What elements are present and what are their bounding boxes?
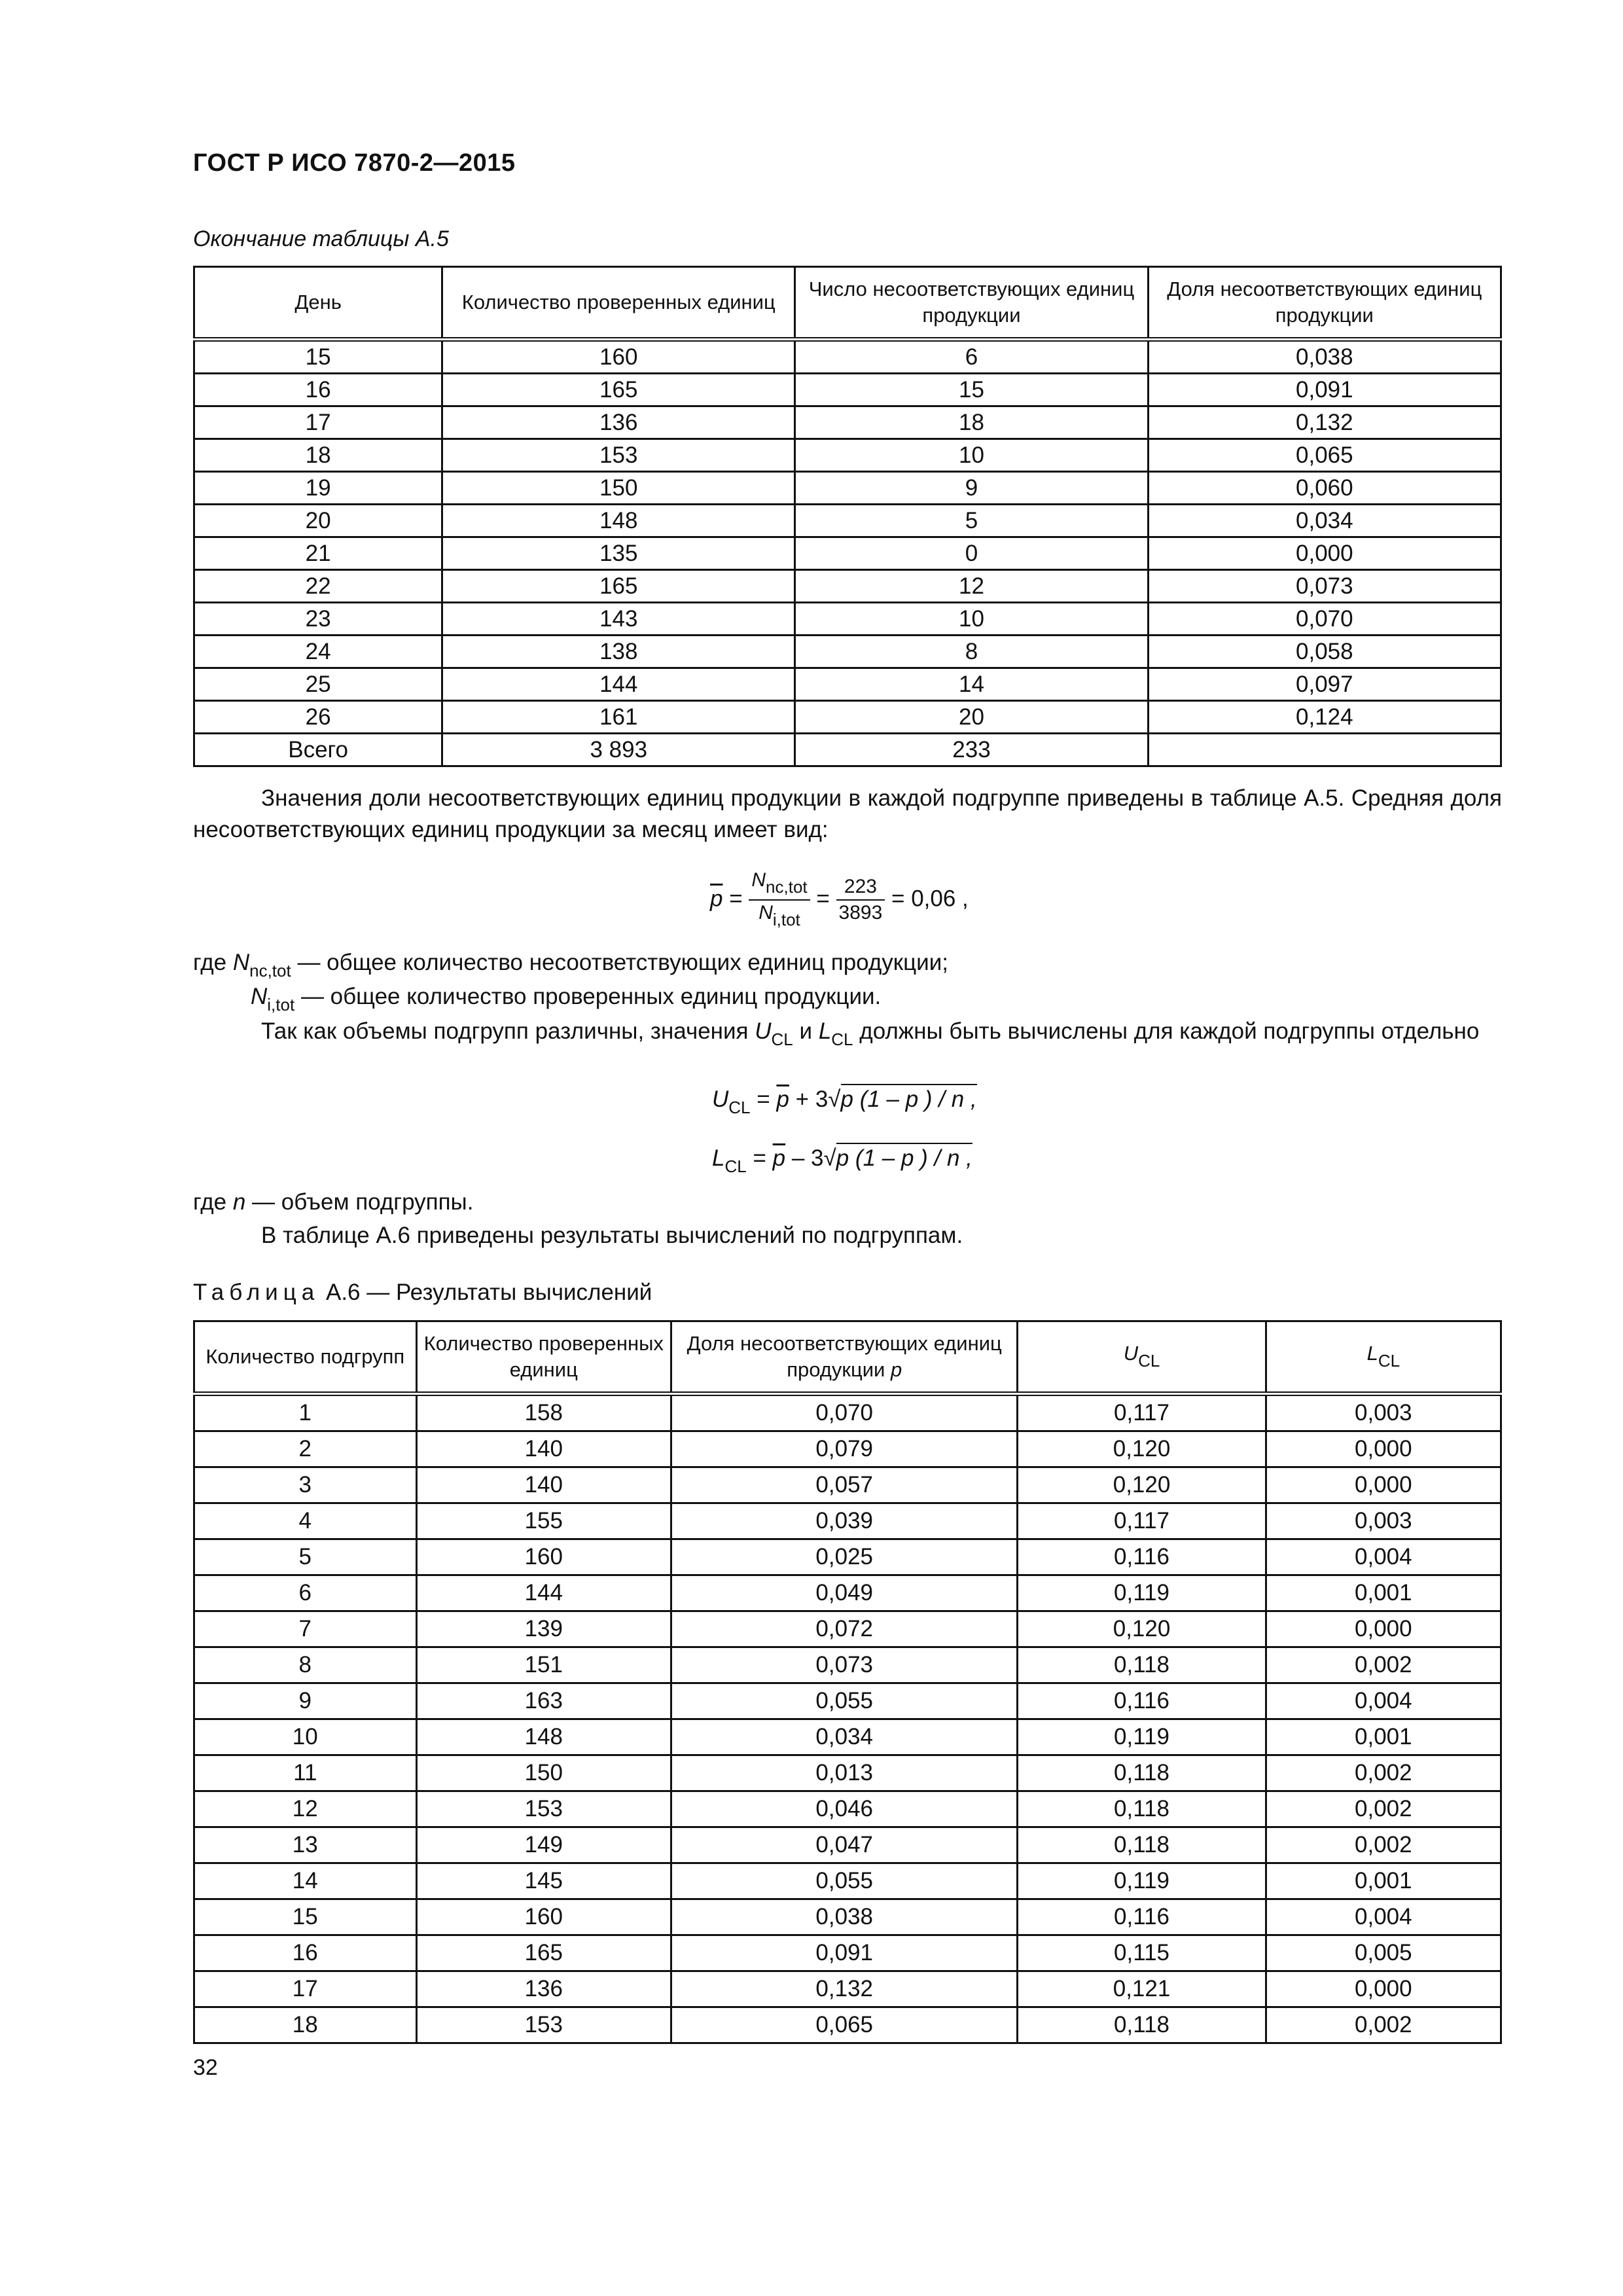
table-a6-cell: 0,079 — [671, 1431, 1018, 1467]
table-a6-cell: 15 — [194, 1899, 417, 1935]
formula-p-fraction — [749, 868, 810, 932]
table-a5-cell: 14 — [795, 668, 1148, 701]
table-a6-cell: 0,057 — [671, 1467, 1018, 1503]
table-a5-cell: 0,097 — [1148, 668, 1501, 701]
table-a5-row — [194, 340, 1501, 374]
table-a6-cell: 140 — [416, 1467, 671, 1503]
formula-p-symbol: $\overline{p}$ — [710, 886, 723, 912]
table-a6-cell: 0,002 — [1266, 1827, 1501, 1863]
para2-end: должны быть вычислены для каждой подгруппы отдельно — [859, 1018, 1480, 1044]
table-a5-cell: 165 — [442, 374, 795, 406]
table-a5-cell: 138 — [442, 636, 795, 668]
table-a5-row — [194, 439, 1501, 472]
table-a6-cell: 0,120 — [1018, 1467, 1266, 1503]
table-a6-cell: 0,038 — [671, 1899, 1018, 1935]
table-a6-cell: 0,118 — [1018, 1647, 1266, 1683]
table-a6-cell: 0,117 — [1018, 1503, 1266, 1539]
table-a5-cell: 0,073 — [1148, 570, 1501, 603]
para2-u-symbol: U — [755, 1018, 772, 1044]
table-a6-header-u-sub: CL — [1138, 1350, 1160, 1371]
table-a5-row — [194, 636, 1501, 668]
table-a6-cell: 153 — [416, 1791, 671, 1827]
table-a6-cell: 151 — [416, 1647, 671, 1683]
table-a5-cell: 20 — [795, 701, 1148, 734]
where3-lead: где — [193, 1189, 227, 1215]
table-a6-cell: 163 — [416, 1683, 671, 1719]
formula-lcl-symbol: L — [712, 1145, 725, 1171]
table-a6-cell: 160 — [416, 1899, 671, 1935]
table-a6-cell: 0,002 — [1266, 1791, 1501, 1827]
table-a6-cell: 0,000 — [1266, 1611, 1501, 1647]
formula-p-den-sub: i,tot — [772, 910, 800, 929]
table-a6-cell: 0,115 — [1018, 1935, 1266, 1971]
table-a5-cell: 12 — [795, 570, 1148, 603]
table-a6-cell: 0,025 — [671, 1539, 1018, 1575]
table-a6-row — [194, 1683, 1501, 1719]
table-a5-cell: 3 893 — [442, 734, 795, 766]
table-a6-cell: 158 — [416, 1394, 671, 1431]
table-a5-cell: 26 — [194, 701, 442, 734]
table-a5-row — [194, 472, 1501, 505]
formula-p-result: = 0,06 , — [891, 886, 969, 912]
formula-p-num-symbol: N — [751, 869, 766, 891]
table-a6-cell: 0,120 — [1018, 1431, 1266, 1467]
table-a6-cell: 155 — [416, 1503, 671, 1539]
table-a5-cell: 0,091 — [1148, 374, 1501, 406]
table-a6-row — [194, 1575, 1501, 1611]
table-a6-cell: 0,055 — [671, 1683, 1018, 1719]
table-a6-cell: 0,034 — [671, 1719, 1018, 1755]
table-a6-cell: 0,070 — [671, 1394, 1018, 1431]
table-a5-cell: 8 — [795, 636, 1148, 668]
table-a5-cell: 144 — [442, 668, 795, 701]
formula-mean-p: $\overline{p}$ = $\frac{\text{Nnc,tot}}{\text{Ni,tot}}$ = $\frac{223}{3893}$ = 0,06 , — [710, 868, 969, 932]
table-a6-cell: 7 — [194, 1611, 417, 1647]
table-a5-header-nonconforming-share: Доля несоответствующих единиц продукции — [1148, 267, 1501, 340]
table-a5-row — [194, 668, 1501, 701]
para2-start: Так как объемы подгрупп различны, значения — [261, 1018, 749, 1044]
table-a6-cell: 1 — [194, 1394, 417, 1431]
table-a5-cell: 0,034 — [1148, 505, 1501, 537]
document-header: ГОСТ Р ИСО 7870-2—2015 — [193, 149, 516, 177]
table-a5-cell: 153 — [442, 439, 795, 472]
page-number: 32 — [193, 2055, 218, 2080]
table-a6-cell: 0,001 — [1266, 1719, 1501, 1755]
table-a6-row — [194, 1863, 1501, 1899]
table-a5-cell: Всего — [194, 734, 442, 766]
para2-l-symbol: L — [818, 1018, 832, 1044]
table-a6-header-p: p — [890, 1358, 902, 1381]
para2-l-sub: CL — [831, 1030, 853, 1049]
table-a5-cell: 24 — [194, 636, 442, 668]
table-a6-header-checked: Количество проверенных единиц — [416, 1321, 671, 1394]
formula-lcl-sub: CL — [724, 1157, 747, 1176]
table-a6-cell: 17 — [194, 1971, 417, 2007]
table-a5 — [193, 266, 1502, 767]
table-a6-cell: 18 — [194, 2007, 417, 2043]
table-a5-cell: 17 — [194, 406, 442, 439]
table-a6-cell: 0,002 — [1266, 1755, 1501, 1791]
formula-p-values — [836, 874, 885, 925]
table-a6-cell: 0,118 — [1018, 1827, 1266, 1863]
table-a6-cell: 0,039 — [671, 1503, 1018, 1539]
table-a5-header-checked: Количество проверенных единиц — [442, 267, 795, 340]
where3-text: — объем подгруппы. — [252, 1189, 474, 1215]
table-a6 — [193, 1320, 1502, 2044]
para2-u-sub: CL — [771, 1030, 793, 1049]
paragraph-mean-share: Значения доли несоответствующих единиц продукции в каждой подгруппе приведены в таблице А.5. Средняя доля несоответствующих единиц продукции за месяц имеет вид: — [193, 785, 1502, 842]
table-a5-cell: 9 — [795, 472, 1148, 505]
formula-ucl: $U_{CL} = \overline{p} + 3√p$ (1 – p ) / n , — [712, 1086, 977, 1118]
table-a6-cell: 160 — [416, 1539, 671, 1575]
where-n-i-tot — [251, 980, 881, 1021]
table-a6-cell: 12 — [194, 1791, 417, 1827]
table-a5-cell: 0,065 — [1148, 439, 1501, 472]
table-a6-cell: 150 — [416, 1755, 671, 1791]
table-a6-cell: 0,119 — [1018, 1719, 1266, 1755]
table-a5-cell: 10 — [795, 439, 1148, 472]
table-a6-cell: 0,118 — [1018, 1755, 1266, 1791]
table-a6-row — [194, 1899, 1501, 1935]
table-a6-cell: 144 — [416, 1575, 671, 1611]
table-a5-row — [194, 734, 1501, 766]
where-n-subgroup — [193, 1186, 473, 1219]
table-a6-cell: 4 — [194, 1503, 417, 1539]
table-a5-header-day: День — [194, 267, 442, 340]
table-a6-caption-label: Таблица — [193, 1280, 320, 1305]
table-a6-cell: 0,004 — [1266, 1899, 1501, 1935]
table-a6-cell: 14 — [194, 1863, 417, 1899]
formula-p-den-symbol: N — [758, 902, 773, 924]
table-a6-cell: 0,121 — [1018, 1971, 1266, 2007]
where-ni-symbol: N — [251, 984, 268, 1009]
table-a6-cell: 0,117 — [1018, 1394, 1266, 1431]
table-a6-header-l: L — [1366, 1341, 1378, 1365]
table-a6-header-share-text: Доля несоответствующих единиц продукции — [687, 1332, 1002, 1381]
table-a5-cell: 5 — [795, 505, 1148, 537]
where-n-sub: nc,tot — [249, 961, 291, 980]
table-a5-cell — [1148, 734, 1501, 766]
table-a5-cell: 0,000 — [1148, 537, 1501, 570]
table-a6-cell: 153 — [416, 2007, 671, 2043]
table-a6-cell: 0,132 — [671, 1971, 1018, 2007]
table-a6-row — [194, 1431, 1501, 1467]
table-a5-cell: 25 — [194, 668, 442, 701]
table-a5-cell: 20 — [194, 505, 442, 537]
table-a6-row — [194, 1503, 1501, 1539]
table-a5-cell: 0,038 — [1148, 340, 1501, 374]
where-ni-sub: i,tot — [267, 995, 295, 1014]
table-a6-cell: 0,047 — [671, 1827, 1018, 1863]
formula-ucl-symbol: U — [712, 1086, 729, 1112]
table-a6-row — [194, 1935, 1501, 1971]
table-a6-caption-rest: А.6 — Результаты вычислений — [325, 1280, 652, 1305]
table-a6-row — [194, 1394, 1501, 1431]
table-a6-row — [194, 1971, 1501, 2007]
table-a6-cell: 0,073 — [671, 1647, 1018, 1683]
paragraph-table-a6-intro: В таблице А.6 приведены результаты вычислений по подгруппам. — [261, 1223, 963, 1248]
table-a6-row — [194, 1791, 1501, 1827]
formula-ucl-sub: CL — [728, 1098, 751, 1117]
table-a6-row — [194, 1827, 1501, 1863]
table-a5-cell: 0 — [795, 537, 1148, 570]
table-a6-cell: 139 — [416, 1611, 671, 1647]
table-a6-header-u: U — [1123, 1341, 1139, 1365]
table-a5-cell: 160 — [442, 340, 795, 374]
table-a6-cell: 6 — [194, 1575, 417, 1611]
table-a6-cell: 0,118 — [1018, 1791, 1266, 1827]
table-a6-cell: 140 — [416, 1431, 671, 1467]
table-a5-cell: 23 — [194, 603, 442, 636]
table-a6-cell: 9 — [194, 1683, 417, 1719]
table-a5-cell: 15 — [194, 340, 442, 374]
table-a6-caption — [193, 1280, 652, 1306]
table-a6-header-share — [671, 1321, 1018, 1394]
table-a6-cell: 0,072 — [671, 1611, 1018, 1647]
table-a6-header-lcl — [1266, 1321, 1501, 1394]
table-a5-header-nonconforming-count: Число несоответствующих единиц продукции — [795, 267, 1148, 340]
table-a6-row — [194, 1755, 1501, 1791]
table-a5-row — [194, 603, 1501, 636]
table-a6-cell: 0,116 — [1018, 1899, 1266, 1935]
table-a6-cell: 5 — [194, 1539, 417, 1575]
table-a6-cell: 0,000 — [1266, 1971, 1501, 2007]
table-a5-cell: 0,058 — [1148, 636, 1501, 668]
table-a5-cell: 6 — [795, 340, 1148, 374]
table-a6-cell: 0,005 — [1266, 1935, 1501, 1971]
table-a5-cell: 233 — [795, 734, 1148, 766]
table-a5-cell: 136 — [442, 406, 795, 439]
table-a6-cell: 0,004 — [1266, 1539, 1501, 1575]
table-a6-cell: 0,003 — [1266, 1394, 1501, 1431]
where-n-nc-text: — общее количество несоответствующих единиц продукции; — [297, 950, 948, 975]
table-a6-header-ucl — [1018, 1321, 1266, 1394]
table-a5-cell: 21 — [194, 537, 442, 570]
table-a6-cell: 0,120 — [1018, 1611, 1266, 1647]
table-a6-cell: 0,000 — [1266, 1431, 1501, 1467]
table-a5-cell: 18 — [194, 439, 442, 472]
table-a6-cell: 0,118 — [1018, 2007, 1266, 2043]
table-a6-row — [194, 1611, 1501, 1647]
table-a5-cell: 22 — [194, 570, 442, 603]
table-a5-cell: 150 — [442, 472, 795, 505]
table-a5-row — [194, 505, 1501, 537]
table-a6-cell: 148 — [416, 1719, 671, 1755]
table-a6-cell: 16 — [194, 1935, 417, 1971]
table-a5-cell: 18 — [795, 406, 1148, 439]
table-a6-cell: 149 — [416, 1827, 671, 1863]
table-a6-cell: 0,046 — [671, 1791, 1018, 1827]
table-a6-cell: 0,049 — [671, 1575, 1018, 1611]
table-a5-cell: 15 — [795, 374, 1148, 406]
table-a6-cell: 0,116 — [1018, 1683, 1266, 1719]
table-a6-header-l-sub: CL — [1378, 1350, 1400, 1371]
table-a6-cell: 0,000 — [1266, 1467, 1501, 1503]
table-a6-cell: 0,001 — [1266, 1575, 1501, 1611]
table-a6-header-subgroup: Количество подгрупп — [194, 1321, 417, 1394]
table-a6-cell: 0,119 — [1018, 1863, 1266, 1899]
formula-ucl-root: p (1 – p ) / n , — [841, 1084, 977, 1112]
table-a5-cell: 148 — [442, 505, 795, 537]
table-a6-cell: 0,002 — [1266, 2007, 1501, 2043]
table-a6-cell: 2 — [194, 1431, 417, 1467]
table-a5-continuation-caption: Окончание таблицы А.5 — [193, 226, 449, 251]
formula-ucl-sign: + — [795, 1086, 810, 1112]
table-a5-row — [194, 406, 1501, 439]
table-a5-row — [194, 374, 1501, 406]
table-a6-cell: 136 — [416, 1971, 671, 2007]
table-a5-cell: 0,124 — [1148, 701, 1501, 734]
table-a5-row — [194, 570, 1501, 603]
para2-and: и — [799, 1018, 813, 1044]
paragraph-control-limits — [193, 1016, 1502, 1055]
table-a6-cell: 3 — [194, 1467, 417, 1503]
where-n-symbol: N — [232, 950, 250, 975]
table-a5-cell: 19 — [194, 472, 442, 505]
table-a5-cell: 0,132 — [1148, 406, 1501, 439]
table-a6-row — [194, 1719, 1501, 1755]
table-a5-cell: 165 — [442, 570, 795, 603]
table-a6-cell: 0,116 — [1018, 1539, 1266, 1575]
table-a6-cell: 10 — [194, 1719, 417, 1755]
table-a6-row — [194, 1539, 1501, 1575]
table-a6-row — [194, 1467, 1501, 1503]
table-a6-cell: 11 — [194, 1755, 417, 1791]
table-a6-row — [194, 1647, 1501, 1683]
table-a6-cell: 0,065 — [671, 2007, 1018, 2043]
where-lead: где — [193, 950, 227, 975]
where-n-i-text: — общее количество проверенных единиц продукции. — [300, 984, 882, 1009]
table-a6-cell: 145 — [416, 1863, 671, 1899]
table-a6-cell: 0,091 — [671, 1935, 1018, 1971]
formula-p-den-value: 3893 — [838, 902, 883, 924]
table-a5-cell: 10 — [795, 603, 1148, 636]
formula-lcl-root: p (1 – p ) / n , — [836, 1143, 972, 1171]
table-a5-cell: 0,060 — [1148, 472, 1501, 505]
table-a5-row — [194, 537, 1501, 570]
table-a6-cell: 0,003 — [1266, 1503, 1501, 1539]
table-a5-cell: 135 — [442, 537, 795, 570]
table-a6-cell: 0,119 — [1018, 1575, 1266, 1611]
table-a6-row — [194, 2007, 1501, 2043]
table-a6-cell: 0,002 — [1266, 1647, 1501, 1683]
table-a5-cell: 16 — [194, 374, 442, 406]
formula-lcl-sign: – — [791, 1145, 805, 1171]
table-a6-cell: 8 — [194, 1647, 417, 1683]
table-a6-cell: 13 — [194, 1827, 417, 1863]
table-a5-cell: 161 — [442, 701, 795, 734]
table-a5-row — [194, 701, 1501, 734]
formula-p-num-value: 223 — [836, 874, 885, 901]
table-a5-cell: 143 — [442, 603, 795, 636]
formula-p-num-sub: nc,tot — [766, 877, 808, 897]
table-a5-cell: 0,070 — [1148, 603, 1501, 636]
formula-lcl: $L_{CL} = \overline{p} - 3√p$ (1 – p ) / n , — [712, 1145, 972, 1177]
where3-symbol: n — [232, 1189, 246, 1215]
table-a6-cell: 0,004 — [1266, 1683, 1501, 1719]
table-a6-cell: 0,013 — [671, 1755, 1018, 1791]
table-a6-cell: 0,001 — [1266, 1863, 1501, 1899]
table-a6-cell: 165 — [416, 1935, 671, 1971]
table-a6-cell: 0,055 — [671, 1863, 1018, 1899]
